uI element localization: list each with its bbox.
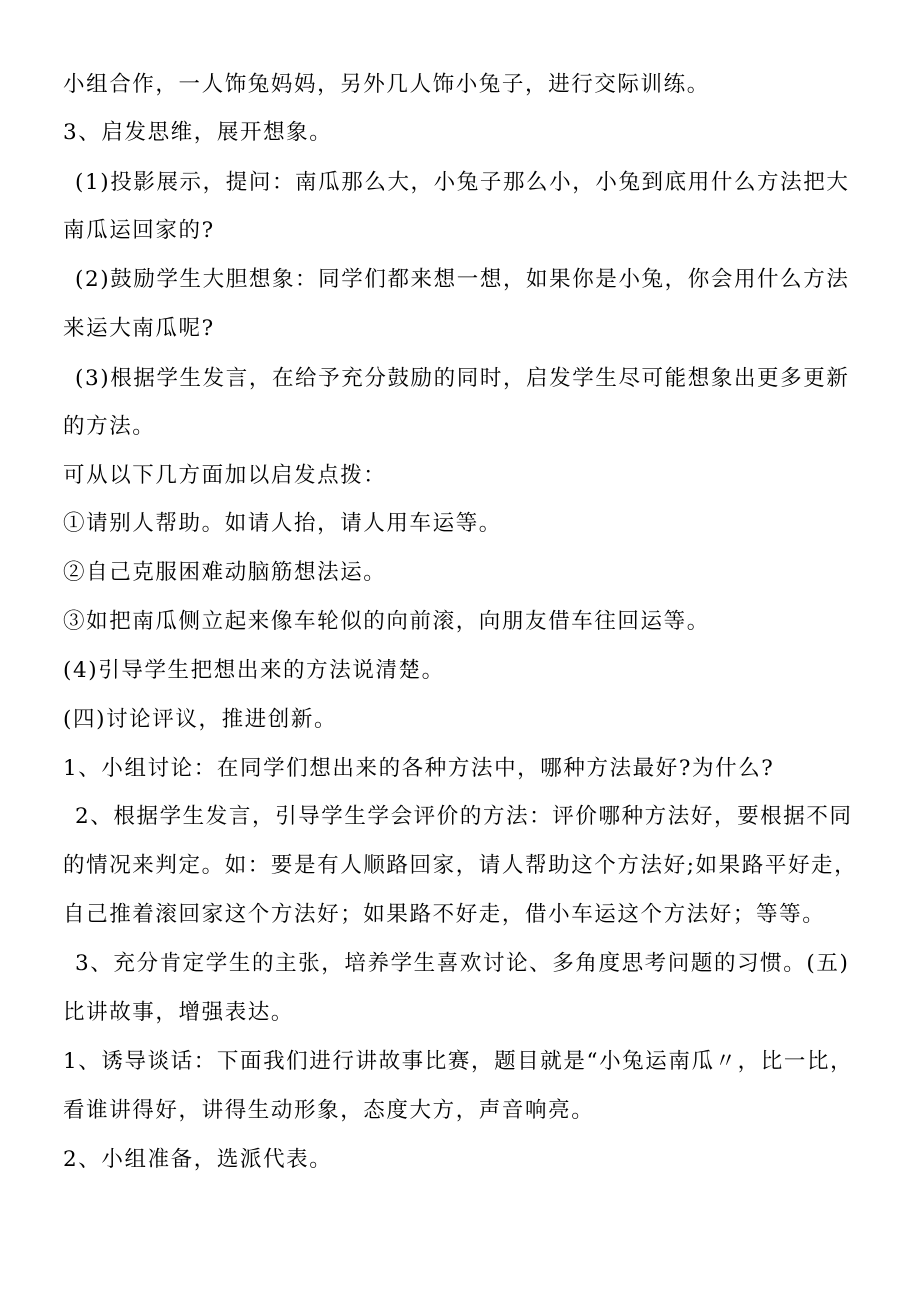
text-line-17: 的情况来判定。如：要是有人顺路回家，请人帮助这个方法好;如果路平好走， [63,853,858,878]
text-line-1: 小组合作，一人饰兔妈妈，另外几人饰小兔子，进行交际训练。 [63,72,710,97]
text-line-4: 南瓜运回家的? [63,218,215,243]
text-line-23: 2、小组准备，选派代表。 [63,1147,333,1172]
text-line-3: (1)投影展示，提问：南瓜那么大，小兔子那么小，小兔到底用什么方法把大 [75,170,850,195]
text-line-8: 的方法。 [63,414,156,439]
text-line-5: (2)鼓励学生大胆想象：同学们都来想一想，如果你是小兔，你会用什么方法 [75,267,850,292]
text-line-11: ②自己克服困难动脑筋想法运。 [63,560,387,585]
text-line-2: 3、启发思维，展开想象。 [63,120,333,145]
text-line-16: 2、根据学生发言，引导学生学会评价的方法：评价哪种方法好，要根据不同 [75,804,853,829]
text-line-9: 可从以下几方面加以启发点拨： [63,463,387,488]
text-line-13: (4)引导学生把想出来的方法说清楚。 [63,658,445,683]
text-line-22: 看谁讲得好，讲得生动形象，态度大方，声音响亮。 [63,1098,595,1123]
text-line-7: (3)根据学生发言，在给予充分鼓励的同时，启发学生尽可能想象出更多更新 [75,366,850,391]
text-line-6: 来运大南瓜呢? [63,316,215,341]
text-line-10: ①请别人帮助。如请人抬，请人用车运等。 [63,511,502,536]
text-line-12: ③如把南瓜侧立起来像车轮似的向前滚，向朋友借车往回运等。 [63,609,710,634]
text-line-18: 自己推着滚回家这个方法好；如果路不好走，借小车运这个方法好；等等。 [63,902,826,927]
text-line-15: 1、小组讨论：在同学们想出来的各种方法中，哪种方法最好?为什么? [63,756,775,781]
text-line-19: 3、充分肯定学生的主张，培养学生喜欢讨论、多角度思考问题的习惯。(五) [75,951,850,976]
text-line-20: 比讲故事，增强表达。 [63,1000,295,1025]
text-line-21: 1、诱导谈话：下面我们进行讲故事比赛，题目就是“小兔运南瓜〃，比一比， [63,1049,854,1074]
text-line-14: (四)讨论评议，推进创新。 [63,707,338,732]
